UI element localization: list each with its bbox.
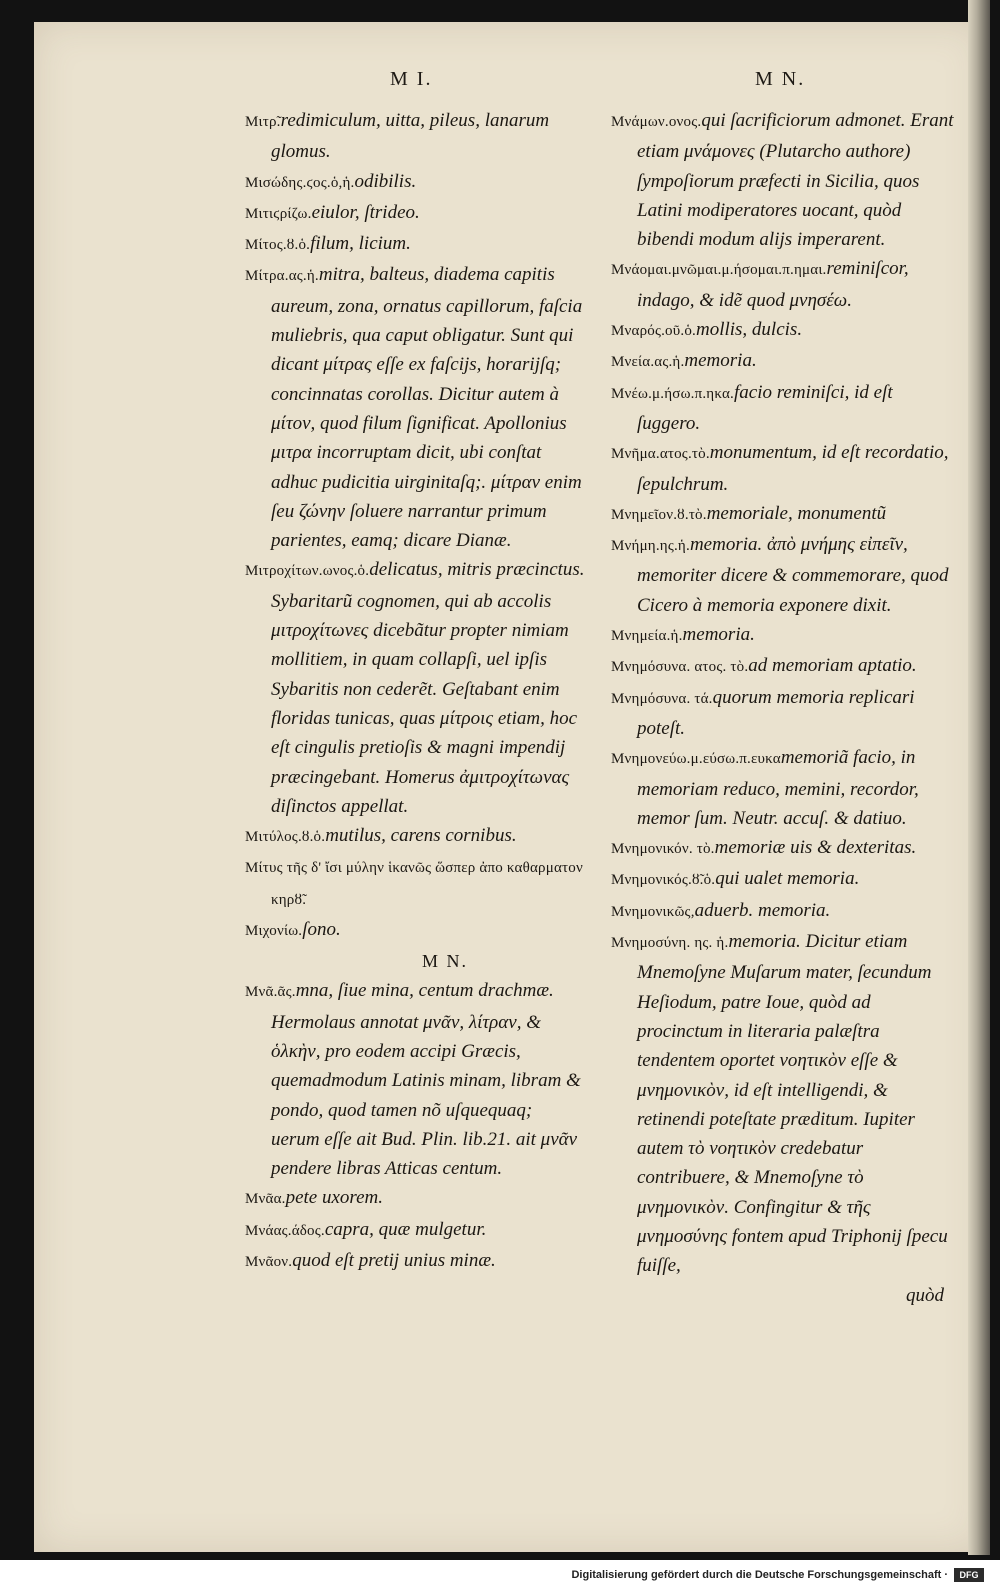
catchword: quòd [906,1284,944,1306]
entry-lemma: Μνημοσύνη. ης. ἡ. [611,935,729,952]
dictionary-entry [245,167,585,198]
dictionary-entry [611,833,956,864]
dictionary-entry [245,229,585,260]
entry-lemma: Μιτύλος.ȣ.ὁ. [245,829,326,846]
right-column [611,106,956,1310]
dictionary-entry [611,530,956,620]
entry-definition: memoriã facio, in memoriam reduco, memini, recordor, memor ſum. Neutr. accuſ. & datiuo. [637,747,919,829]
entry-definition: mitra, balteus, diadema capitis aureum, zona, ornatus capillorum, faſcia muliebris, qua caput obligatur. Sunt qui dicant μίτρας eſſe ex faſcijs, horarijſq; concinnatas corollas. Dicitur autem à μίτον, quod filum ſignificat. Apollonius μιτρα incorruptam dicit, ubi conſtat adhuc pudicitia uirginitaſq;. μίτραν enim ſeu ζώνην ſoluere narrantur primum parientes, eamq; dicare Dianæ. [271,264,583,552]
dictionary-entry [245,260,585,555]
entry-definition: memoria. [684,350,757,372]
entry-lemma: Μνημεῖον.ȣ.τὸ. [611,506,707,523]
dictionary-entry [245,915,585,946]
entry-definition: delicatus, mitris præcinctus. Sybaritarũ cognomen, qui ab accolis μιτροχίτωνες dicebãtur propter nimiam mollitiem, in quam collapſi, uel ipſis Sybaritis non cederẽt. Geſtabant enim floridas tunicas, quas μίτροις etiam, hoc eſt cingulis pretioſis & magni impendij præcingebant. Homerus ἀμιτροχίτωνας diſinctos appellat. [271,559,585,817]
entry-definition: memoriale, monumentũ [706,502,887,524]
page-edge [968,0,990,1555]
section-heading: M N. [421,951,468,972]
dfg-logo: DFG [954,1568,984,1582]
entry-lemma: Μναρός.οῦ.ὁ. [611,323,696,340]
dictionary-entry [245,106,585,167]
entry-definition: memoria. [682,624,755,646]
dictionary-entry [611,254,956,315]
entry-lemma: Μιχονίω. [245,923,303,940]
entry-lemma: Μνέω.μ.ήσω.π.ηκα. [611,385,734,402]
entry-lemma: Μνάας.άδος. [245,1222,325,1239]
dictionary-entry [611,927,956,1281]
entry-lemma: Μιτροχίτων.ωνος.ὁ. [245,563,370,580]
dictionary-entry [245,555,585,821]
entry-definition: capra, quæ mulgetur. [324,1218,487,1240]
dictionary-entry [611,864,956,895]
dictionary-entry [611,499,956,530]
dictionary-entry [245,198,585,229]
entry-definition: odibilis. [354,170,417,192]
footer-credit: Digitalisierung gefördert durch die Deutsche Forschungsgemeinschaft · [571,1569,948,1581]
entry-definition: redimiculum, uitta, pileus, lanarum glomus. [271,110,550,163]
entry-definition: qui ſacrificiorum admonet. Erant etiam μνάμονες (Plutarcho authore) ſympoſiorum præfecti in Sicilia, quos Latini modiperatores uocant, quòd bibendi modum alijs imperarent. [637,110,954,251]
entry-definition: facio reminiſci, id eſt ſuggero. [637,381,893,434]
dictionary-entry [245,1183,585,1214]
dictionary-entry [611,896,956,927]
entry-definition: aduerb. memoria. [694,899,831,921]
dictionary-entry [611,683,956,744]
entry-lemma: Μίτος.ȣ.ὁ. [245,237,311,254]
dictionary-entry [245,821,585,852]
dictionary-entry [611,743,956,833]
dictionary-entry [245,1215,585,1246]
entry-lemma: Μνᾶον. [245,1253,293,1270]
entry-definition: mollis, dulcis. [695,319,803,341]
running-head-left: M I. [390,68,433,90]
dictionary-entry [611,106,956,254]
entry-definition: mutilus, carens cornibus. [325,825,517,847]
entry-definition: ad memoriam aptatio. [748,655,917,677]
dictionary-entry [611,378,956,439]
entry-definition: ſono. [302,919,341,941]
entry-lemma: Μνάομαι.μνῶμαι.μ.ήσομαι.π.ημαι. [611,262,827,279]
entry-lemma: Μνεία.ας.ἡ. [611,354,685,371]
dictionary-entry [611,346,956,377]
entry-lemma: Μίτυς τῆς δ' ἴσι μύλην ἱκανῶς ὥσπερ ἀπο καθαρματον κηρȣ̃. [245,860,583,908]
entry-definition: quorum memoria replicari poteſt. [637,686,915,739]
entry-lemma: Μιτιϛρίζω. [245,205,312,222]
entry-lemma: Μνημονικῶς, [611,903,695,920]
entry-definition: quod eſt pretij unius minæ. [292,1249,496,1271]
dictionary-entry [611,438,956,499]
entry-definition: qui ualet memoria. [715,868,860,890]
entry-lemma: Μνημεία.ἡ. [611,628,683,645]
entry-lemma: Μνημονεύω.μ.εύσω.π.ευκα [611,751,781,768]
entry-definition: eiulor, ſtrideo. [311,201,420,223]
entry-lemma: Μνῆμα.ατος.τὸ. [611,446,710,463]
entry-definition: mna, ſiue mina, centum drachmæ. Hermolaus annotat μνᾶν, λίτραν, & ὁλκὴν, pro eodem accipi Græcis, quemadmodum Latinis minam, libram & pondo, quod tamen nõ uſquequaq; uerum eſſe ait Bud. Plin. lib.21. ait μνᾶν pendere libras Atticas centum. [271,980,581,1180]
entry-definition: filum, licium. [310,233,411,255]
entry-lemma: Μίτρα.ας.ἡ. [245,268,319,285]
entry-definition: reminiſcor, indago, & idẽ quod μνησέω. [637,258,909,311]
entry-lemma: Μνάμων.ονος. [611,114,702,130]
dictionary-entry [611,651,956,682]
entry-lemma: Μισώδης.ϛος.ὁ,ἡ. [245,174,355,191]
entry-definition: memoria. Dicitur etiam Mnemoſyne Muſarum mater, ſecundum Heſiodum, patre Ioue, quòd ad procinctum in literaria palæſtra tendentem oportet νοητικὸν eſſe & μνημονικὸν, id eſt intelligendi, & retinendi poteſtate præditum. Iupiter autem τὸ νοητικὸν credebatur contribuere, & Mnemoſyne τὸ μνημονικὸν. Confingitur & τῆς μνημοσύνης fontem apud Triphonij ſpecu fuiſſe, [637,931,948,1277]
entry-definition: memoriæ uis & dexteritas. [714,837,917,859]
dictionary-entry [245,1246,585,1277]
left-column [245,106,585,1277]
entry-lemma: Μιτρ̃. [245,114,281,130]
entry-lemma: Μνημονικός.ȣ̃.ὁ. [611,872,716,889]
entry-definition: memoria. ἀπὸ μνήμης εἰπεῖν, memoriter dicere & commemorare, quod Cicero à memoria exponere dixit. [637,534,949,616]
dictionary-entry [611,620,956,651]
entry-lemma: Μνημονικόν. τὸ. [611,841,715,858]
entry-lemma: Μνήμη.ης.ἡ. [611,538,690,555]
footer-bar [0,1562,1000,1592]
entry-definition: pete uxorem. [285,1187,384,1209]
entry-lemma: Μνᾶα. [245,1191,286,1208]
entry-lemma: Μνᾶ.ᾶς. [245,984,296,1001]
entry-definition: monumentum, id eſt recordatio, ſepulchrum. [637,442,949,495]
dictionary-entry [245,976,585,1183]
running-head-right: M N. [755,68,806,90]
entry-lemma: Μνημόσυνα. τά. [611,690,713,707]
dictionary-entry [611,315,956,346]
dictionary-entry [245,852,585,915]
entry-lemma: Μνημόσυνα. ατος. τὸ. [611,659,749,676]
